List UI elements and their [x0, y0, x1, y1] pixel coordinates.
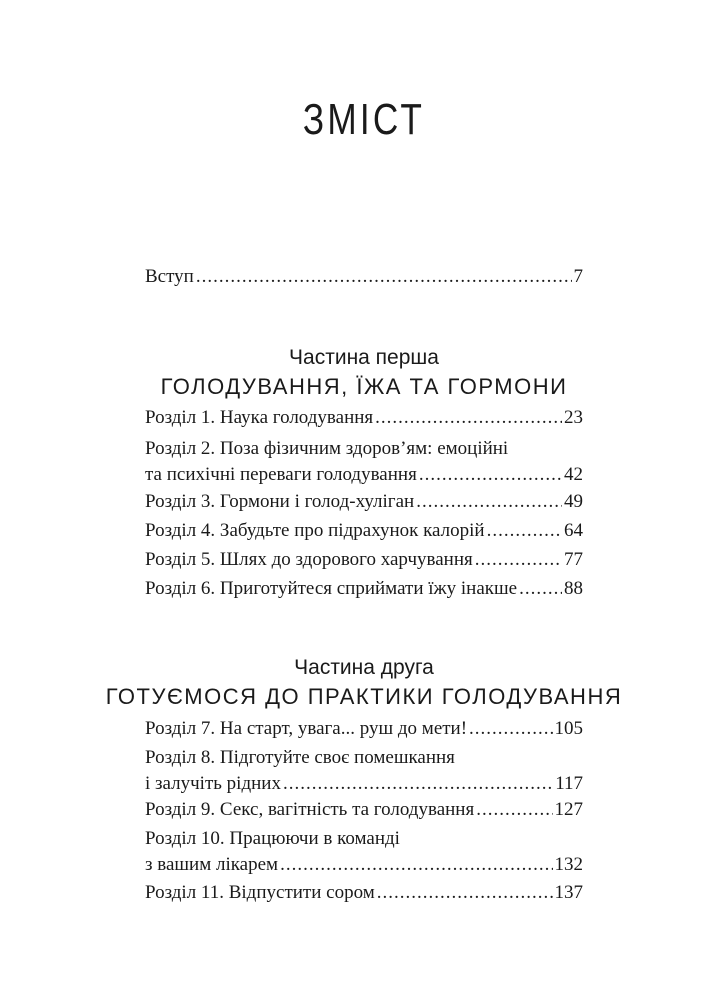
toc-entry-text: Розділ 9. Секс, вагітність та голодування [145, 799, 475, 820]
toc-page-number: 77 [564, 549, 583, 570]
toc-entry-text: Розділ 6. Приготуйтеся сприймати їжу інакше [145, 578, 518, 599]
toc-entry-text-continued: та психічні переваги голодування [145, 464, 417, 485]
toc-page-number: 7 [573, 266, 583, 287]
toc-entry [145, 436, 583, 488]
dot-leader [375, 405, 562, 431]
toc-entry-intro [145, 264, 583, 290]
toc-entry-text: Вступ [145, 266, 194, 287]
toc-entry-text: Розділ 4. Забудьте про підрахунок калорій [145, 520, 485, 541]
part-title: ГОЛОДУВАННЯ, ЇЖА ТА ГОРМОНИ [160, 374, 568, 399]
toc-entry-text-continued: і залучіть рідних [145, 773, 281, 794]
toc-entry [145, 745, 583, 797]
dot-leader [280, 852, 552, 878]
toc-entry-text: Розділ 8. Підготуйте своє помешкання [145, 747, 455, 768]
toc-entry [145, 797, 583, 823]
toc-entry [145, 518, 583, 544]
dot-leader [519, 576, 562, 602]
dot-leader [196, 264, 572, 290]
dot-leader [475, 547, 562, 573]
toc-entry [145, 405, 583, 431]
dot-leader [419, 462, 562, 488]
dot-leader [283, 771, 553, 797]
toc-entry [145, 576, 583, 602]
toc-entry-text: Розділ 10. Працюючи в команді [145, 828, 400, 849]
toc-page-number: 105 [554, 718, 583, 739]
toc-page-number: 64 [564, 520, 583, 541]
toc-page-number: 49 [564, 491, 583, 512]
toc-page-number: 23 [564, 407, 583, 428]
dot-leader [416, 489, 562, 515]
toc-page-number: 127 [554, 799, 583, 820]
toc-entry-text: Розділ 5. Шлях до здорового харчування [145, 549, 473, 570]
dot-leader [377, 880, 553, 906]
toc-page-number: 132 [554, 854, 583, 875]
toc-page-number: 42 [564, 464, 583, 485]
toc-entry [145, 880, 583, 906]
dot-leader [476, 797, 552, 823]
toc-entry-text: Розділ 1. Наука голодування [145, 407, 374, 428]
toc-entry-text: Розділ 7. На старт, увага... руш до мети! [145, 718, 468, 739]
page-title: ЗМІСТ [302, 95, 426, 144]
toc-entry-text-continued: з вашим лікарем [145, 854, 279, 875]
dot-leader [487, 518, 562, 544]
toc-entry-text: Розділ 3. Гормони і голод-хуліган [145, 491, 415, 512]
toc-page-number: 88 [564, 578, 583, 599]
part-title: ГОТУЄМОСЯ ДО ПРАКТИКИ ГОЛОДУВАННЯ [105, 684, 623, 709]
dot-leader [469, 716, 552, 742]
part-label: Частина друга [294, 656, 434, 679]
toc-entry [145, 826, 583, 878]
toc-entry [145, 716, 583, 742]
toc-entry-text: Розділ 2. Поза фізичним здоров’ям: емоційні [145, 438, 509, 459]
toc-page-number: 117 [555, 773, 583, 794]
toc-page-number: 137 [554, 882, 583, 903]
toc-entry [145, 547, 583, 573]
part-label: Частина перша [289, 346, 439, 369]
toc-entry [145, 489, 583, 515]
toc-entry-text: Розділ 11. Відпустити сором [145, 882, 375, 903]
